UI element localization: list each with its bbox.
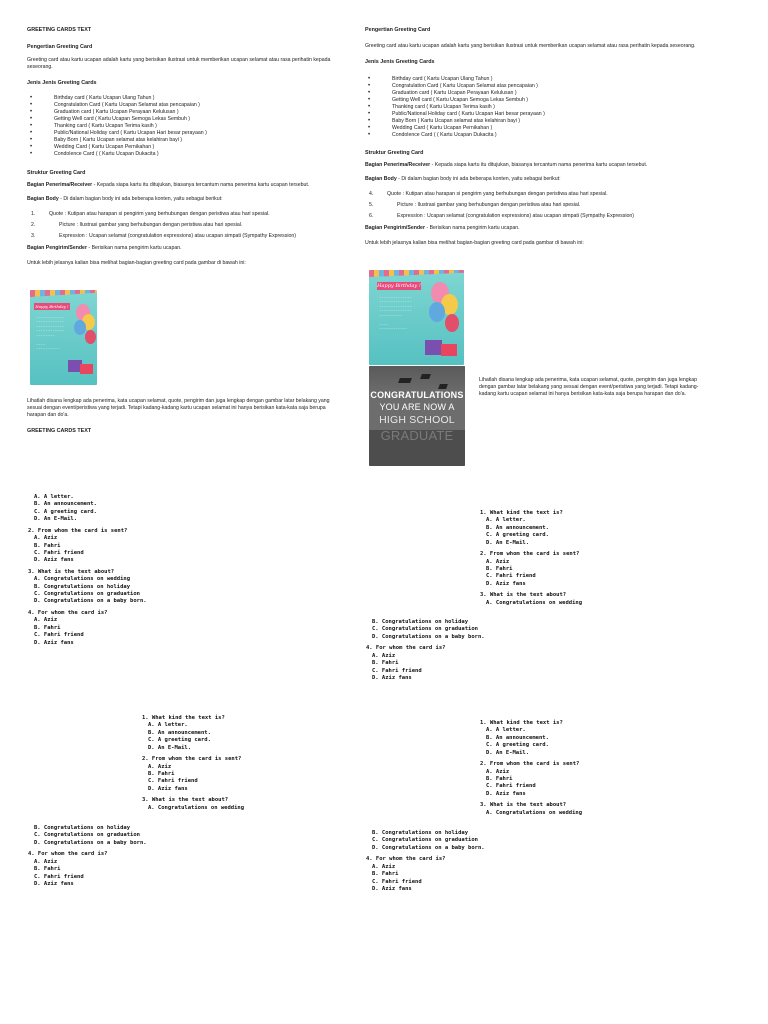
balloon-icon: [429, 302, 445, 322]
card-line-4: GRADUATE: [380, 428, 454, 443]
penerima-paragraph: Bagian Penerima/Receiver - Kepada siapa kartu itu ditujukan, biasanya tercantum nama penerima kartu ucapan tersebut.: [365, 162, 648, 169]
penerima-text: - Kepada siapa kartu itu ditujukan, biasanya tercantum nama penerima kartu ucapan tersebut.: [92, 182, 310, 189]
bunting-decoration: [369, 270, 464, 277]
card-line-2: YOU ARE NOW A: [379, 402, 455, 412]
list-item: • Baby Born ( Kartu Ucapan selamat atas kelahiran bayi ): [365, 118, 705, 125]
body-paragraph: [27, 196, 339, 203]
lihat-text: Untuk lebih jelasnya kalian bisa melihat bagian-bagian greeting card pada gambar di bawah ini:: [27, 260, 246, 267]
doc-title: GREETING CARDS TEXT: [27, 27, 92, 33]
penerima-paragraph: [27, 182, 339, 189]
body-paragraph: Bagian Body - Di dalam bagian body ini ada beberapa konten, yaitu sebagai berikut:: [365, 176, 561, 183]
body-label: Bagian Body: [27, 196, 59, 203]
graduation-card-image: [369, 366, 465, 466]
pengirim-label: Bagian Pengirim/Sender: [27, 245, 87, 252]
list-item: • Getting Well card ( Kartu Ucapan Semoga Lekas Sembuh ): [27, 116, 339, 123]
doc-title-repeat: GREETING CARDS TEXT: [27, 428, 92, 435]
list-item: • Getting Well card ( Kartu Ucapan Semoga Lekas Sembuh ): [365, 97, 705, 104]
list-item: • Condolence Card ( ( Kartu Ucapan Dukacita ): [27, 151, 339, 158]
list-item: 2. Picture : Ilustrasi gambar yang berhubungan dengan peristiwa atau hari spesial.: [31, 222, 243, 229]
list-item: • Congratulation Card ( Kartu Ucapan Selamat atas pencapaian ): [365, 83, 705, 90]
quiz-block-c-top: 1. What kind the text is? A. A letter. B. An announcement. C. A greeting card. D. An E-Mail. 2. From whom the card is sent? A. Aziz B. Fahri C. Fahri friend D. Aziz fans 3. What is the text about? A. Congratulations on wedding: [142, 715, 245, 811]
list-item: • Baby Born ( Kartu Ucapan selamat atas kelahiran bayi ): [27, 137, 339, 144]
list-item: • Graduation card ( Kartu Ucapan Perayaan Kelulusan ): [27, 109, 339, 116]
body-items: [27, 211, 339, 240]
penerima-label: Bagian Penerima/Receiver: [27, 182, 93, 189]
gift-icon: [441, 344, 457, 356]
jenis-list: [365, 76, 705, 139]
body-items: [365, 191, 705, 220]
list-item: • Birthday card ( Kartu Ucapan Ulang Tahun ): [27, 95, 339, 102]
list-item: • Wedding Card ( Kartu Ucapan Pernikahan ): [365, 125, 705, 132]
balloon-icon: [85, 330, 96, 344]
gift-icon: [80, 364, 93, 374]
pengirim-paragraph: Bagian Pengirim/Sender - Berisikan nama pengirim kartu ucapan.: [365, 225, 520, 232]
list-item: • Condolence Card ( ( Kartu Ucapan Dukacita ): [365, 132, 705, 139]
card-line-3: HIGH SCHOOL: [379, 414, 455, 426]
graduation-cap-icon: [420, 374, 431, 379]
list-item: 4. Quote : Kutipan atau harapan si pengirim yang berhubungan dengan peristiwa atau hari spesial.: [369, 191, 608, 198]
quiz-block-b-top: 1. What kind the text is? A. A letter. B. An announcement. C. A greeting card. D. An E-Mail. 2. From whom the card is sent? A. Aziz B. Fahri C. Fahri friend D. Aziz fans 3. What is the text about? A. Congratulations on wedding: [480, 510, 583, 606]
quiz-block-d-bottom: B. Congratulations on holiday C. Congratulations on graduation D. Congratulations on a baby born. 4. For whom the card is? A. Aziz B. Fahri C. Fahri friend D. Aziz fans: [366, 830, 485, 892]
pengirim-text: - Berisikan nama pengirim kartu ucapan.: [86, 245, 182, 252]
birthday-card-image: [30, 290, 97, 385]
list-item: 5. Picture : Ilustrasi gambar yang berhubungan dengan peristiwa atau hari spesial.: [369, 202, 581, 209]
lihatlah-right: Lihatlah disana lengkap ada penerima, kata ucapan selamat, quote, pengirim dan juga lengkap dengan gambar latar belakang yang sesuai dengan event/peristiwa yang terjadi. Tetapi kadang-kadang kartu ucapan selamat ini hanya berisikan kata-kata saja berupa harapan dan do'a.: [479, 377, 699, 398]
list-item: • Graduation card ( Kartu Ucapan Perayaan Kelulusan ): [365, 90, 705, 97]
pengertian-text: Greeting card atau kartu ucapan adalah kartu yang berisikan ilustrasi untuk memberikan ucapan selamat atau rasa perihatin kepada seseorang.: [27, 56, 331, 70]
right-column: [365, 27, 705, 252]
lihat-text: Untuk lebih jelasnya kalian bisa melihat bagian-bagian greeting card pada gambar di bawah ini:: [365, 240, 584, 247]
quiz-block-a: A. A letter. B. An announcement. C. A greeting card. D. An E-Mail. 2. From whom the card is sent? A. Aziz B. Fahri C. Fahri friend D. Aziz fans 3. What is the text about? A. Congratulations on wedding B. Congratulations on holiday C. Congratulations on graduation D. Congratulations on a baby born. 4. For whom the card is? A. Aziz B. Fahri C. Fahri friend D. Aziz fans: [28, 494, 147, 646]
card-message: ~~~~~~~~~~~~ ~~~~~~~~~~~~ ~~~~~~~~~~~~ ~~~~~~~~~~~~ ~~~~~~~~ ~~~~ ~~~~~~~~~~: [36, 315, 65, 351]
card-line-1: CONGRATULATIONS: [370, 390, 464, 400]
jenis-heading: Jenis Jenis Greeting Cards: [27, 79, 97, 86]
gift-icon: [425, 340, 442, 355]
bunting-decoration: [30, 290, 97, 297]
list-item: • Congratulation Card ( Kartu Ucapan Selamat atas pencapaian ): [27, 102, 339, 109]
jenis-heading: Jenis Jenis Greeting Cards: [365, 59, 435, 66]
pengirim-paragraph: [27, 245, 339, 252]
list-item: 3. Expression : Ucapan selamat (congratulation expressions) atau ucapan simpati (Sympathy Expression): [31, 233, 297, 240]
list-item: • Thanking card ( Kartu Ucapan Terima kasih ): [27, 123, 339, 130]
list-item: • Public/National Holiday card ( Kartu Ucapan Hari besar perayaan ): [27, 130, 339, 137]
list-item: • Wedding Card ( Kartu Ucapan Pernikahan ): [27, 144, 339, 151]
list-item: 6. Expression : Ucapan selamat (congratulation expressions) atau ucapan simpati (Sympathy Expression): [369, 213, 635, 220]
balloon-icon: [445, 314, 459, 332]
struktur-heading: Struktur Greeting Card: [27, 170, 86, 177]
list-item: 1. Quote : Kutipan atau harapan si pengirim yang berhubungan dengan peristiwa atau hari spesial.: [31, 211, 270, 218]
list-item: • Public/National Holiday card ( Kartu Ucapan Hari besar perayaan ): [365, 111, 705, 118]
pengertian-text: Greeting card atau kartu ucapan adalah kartu yang berisikan ilustrasi untuk memberikan ucapan selamat atau rasa perihatin kepada seseorang.: [365, 43, 696, 50]
card-message: ~~~~~~~~~~~~~~ ~~~~~~~~~~~~~~ ~~~~~~~~~~~~~~ ~~~~~~~~~~~~~~ ~~~~~~~~~~ ~~~~ ~~~~~~~~~~~~: [379, 295, 412, 331]
lihatlah-left: Lihatlah disana lengkap ada penerima, kata ucapan selamat, quote, pengirim dan juga lengkap dengan gambar latar belakang yang sesuai dengan event/peristiwa yang terjadi. Tetapi kadang-kadang kartu ucapan selamat ini hanya berisikan kata-kata saja berupa harapan dan do'a. GREETING CARDS TEXT: [27, 398, 337, 440]
birthday-card-image: [369, 270, 464, 365]
jenis-list: [27, 95, 339, 158]
quiz-block-c-bottom: B. Congratulations on holiday C. Congratulations on graduation D. Congratulations on a baby born. 4. For whom the card is? A. Aziz B. Fahri C. Fahri friend D. Aziz fans: [28, 825, 147, 887]
pengertian-heading: Pengertian Greeting Card: [27, 44, 93, 51]
balloon-icon: [74, 320, 86, 335]
quiz-block-d-top: 1. What kind the text is? A. A letter. B. An announcement. C. A greeting card. D. An E-Mail. 2. From whom the card is sent? A. Aziz B. Fahri C. Fahri friend D. Aziz fans 3. What is the text about? A. Congratulations on wedding: [480, 720, 583, 816]
struktur-heading: Struktur Greeting Card: [365, 149, 424, 156]
list-item: • Thanking card ( Kartu Ucapan Terima kasih ): [365, 104, 705, 111]
body-text: - Di dalam bagian body ini ada beberapa konten, yaitu sebagai berikut:: [58, 196, 223, 203]
pengertian-heading: Pengertian Greeting Card: [365, 27, 431, 33]
card-title-ribbon: Happy Birthday !: [377, 283, 421, 289]
list-item: • Birthday card ( Kartu Ucapan Ulang Tahun ): [365, 76, 705, 83]
left-column: [27, 27, 339, 272]
graduation-cap-icon: [398, 378, 412, 383]
card-title-ribbon: Happy Birthday !: [35, 304, 69, 309]
quiz-block-b-bottom: B. Congratulations on holiday C. Congratulations on graduation D. Congratulations on a baby born. 4. For whom the card is? A. Aziz B. Fahri C. Fahri friend D. Aziz fans: [366, 619, 485, 681]
